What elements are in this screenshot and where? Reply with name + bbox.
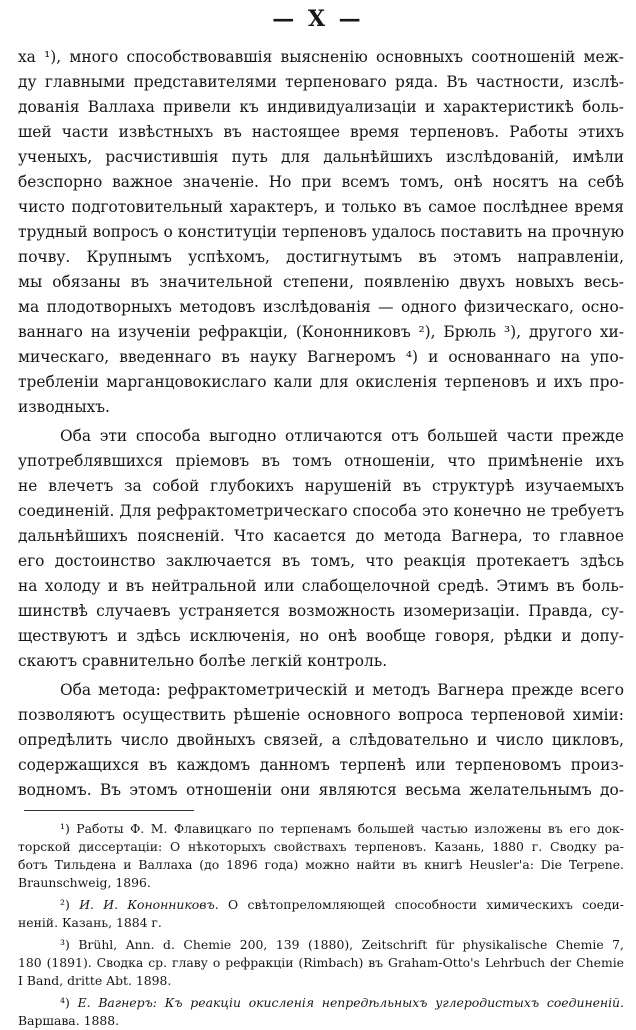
footnote-line: Варшава. 1888. (18, 1013, 120, 1028)
text-line: водномъ. Въ этомъ отношеніи они являются весьма желательнымъ до- (18, 781, 624, 799)
text-line: на холоду и въ нейтральной или слабощелочной средѣ. Этимъ въ боль- (18, 577, 624, 595)
footnote-author: И. И. Кононниковъ. (79, 897, 219, 912)
footnote-separator (24, 810, 194, 811)
text-line: трудный вопросъ о конституціи терпеновъ удалось поставить на прочную (18, 223, 624, 241)
text-line: позволяютъ осуществить рѣшеніе основного вопроса терпеновой химіи: (18, 706, 624, 724)
text-line: не влечетъ за собой глубокихъ нарушеній въ структурѣ изучаемыхъ (18, 477, 624, 495)
page-number: — X — (272, 6, 364, 32)
text-line: ду главными представителями терпеноваго ряда. Въ частности, изслѣ- (18, 73, 624, 91)
footnote-text: Къ реакціи окисленія непредѣльныхъ углеродистыхъ соединеній. (164, 995, 624, 1010)
text-line: ма плодотворныхъ методовъ изслѣдованія — одного физическаго, осно- (18, 298, 624, 316)
footnote-3 (18, 936, 624, 990)
text-line: дованія Валлаха привели къ индивидуализаціи и характеристикѣ боль- (18, 98, 624, 116)
text-line: Оба метода: рефрактометрическій и методъ Вагнера прежде всего (60, 681, 624, 699)
text-line: соединеній. Для рефрактометрическаго способа это конечно не требуетъ (18, 502, 624, 520)
text-line: почву. Крупнымъ успѣхомъ, достигнутымъ въ этомъ направленіи, (18, 248, 624, 266)
footnote-text: Работы Ф. М. Флавицкаго по терпенамъ большей частью изложены въ его док- (76, 821, 624, 836)
footnote-text: Brühl, Ann. d. Chemie 200, 139 (1880), Zeitschrift für physikalische Chemie 7, (78, 937, 624, 952)
text-line: его достоинство заключается въ томъ, что реакція протекаетъ здѣсь (18, 552, 624, 570)
footnote-marker: ¹) (60, 821, 70, 836)
text-line: дальнѣйшихъ поясненій. Что касается до метода Вагнера, то главное (18, 527, 624, 545)
footnote-4 (18, 994, 624, 1030)
footnote-line: ботъ Тильдена и Валлаха (до 1896 года) можно найти въ книгѣ Heusler'a: Die Terpene. (18, 857, 624, 872)
main-text (18, 45, 624, 803)
text-line: ществуютъ и здѣсь исключенія, но онѣ вообще говоря, рѣдки и допу- (18, 627, 624, 645)
text-line: ученыхъ, расчистившія путь для дальнѣйшихъ изслѣдованій, имѣли (18, 148, 624, 166)
text-line: Оба эти способа выгодно отличаются отъ большей части прежде (60, 427, 624, 445)
footnote-line: 180 (1891). Сводка ср. главу о рефракціи (Rimbach) въ Graham-Otto's Lehrbuch der Chemie (18, 955, 624, 970)
paragraph-2 (18, 424, 624, 674)
text-line: безспорно важное значеніе. Но при всемъ томъ, онѣ носятъ на себѣ (18, 173, 624, 191)
text-line: чисто подготовительный характеръ, и только въ самое послѣднее время (18, 198, 624, 216)
text-line: скаютъ сравнительно болѣе легкій контроль. (18, 652, 388, 670)
footnote-line (18, 820, 624, 838)
footnote-marker: ²) (60, 897, 70, 912)
text-line: мическаго, введеннаго въ науку Вагнеромъ ⁴) и основаннаго на упо- (18, 348, 624, 366)
footnote-marker: ⁴) (60, 995, 70, 1010)
footnote-text: О свѣтопреломляющей способности химическихъ соеди- (228, 897, 624, 912)
text-line: требленіи марганцовокислаго кали для окисленія терпеновъ и ихъ про- (18, 373, 624, 391)
paragraph-1 (18, 45, 624, 420)
text-line: изводныхъ. (18, 398, 110, 416)
footnote-line (18, 936, 624, 954)
footnote-author: Е. Вагнеръ: (77, 995, 157, 1010)
footnote-line (18, 896, 624, 914)
text-line: содержащихся въ каждомъ данномъ терпенѣ или терпеновомъ произ- (18, 756, 624, 774)
footnote-2 (18, 896, 624, 932)
footnote-1 (18, 820, 624, 892)
text-line: употреблявшихся пріемовъ въ томъ отношеніи, что примѣненіе ихъ (18, 452, 624, 470)
footnote-marker: ³) (60, 937, 70, 952)
paragraph-3 (18, 678, 624, 803)
text-line: шинствѣ случаевъ устраняется возможность изомеризаціи. Правда, су- (18, 602, 624, 620)
text-line: ваннаго на изученіи рефракціи, (Кононниковъ ²), Брюль ³), другого хи- (18, 323, 624, 341)
text-line: мы обязаны въ значительной степени, появленію двухъ новыхъ весь- (18, 273, 624, 291)
footnote-line: I Band, dritte Abt. 1898. (18, 973, 172, 988)
footnote-line (18, 994, 624, 1012)
footnotes (18, 820, 624, 1030)
footnote-line: торской диссертаціи: О нѣкоторыхъ свойствахъ терпеновъ. Казань, 1880 г. Сводку ра- (18, 839, 624, 854)
text-line: ха ¹), много способствовавшія выясненію основныхъ соотношеній меж- (18, 48, 624, 66)
text-line: опредѣлить число двойныхъ связей, а слѣдовательно и число цикловъ, (18, 731, 624, 749)
footnote-line: Braunschweig, 1896. (18, 875, 151, 890)
footnote-line: неній. Казань, 1884 г. (18, 915, 162, 930)
text-line: шей части извѣстныхъ въ настоящее время терпеновъ. Работы этихъ (18, 123, 624, 141)
